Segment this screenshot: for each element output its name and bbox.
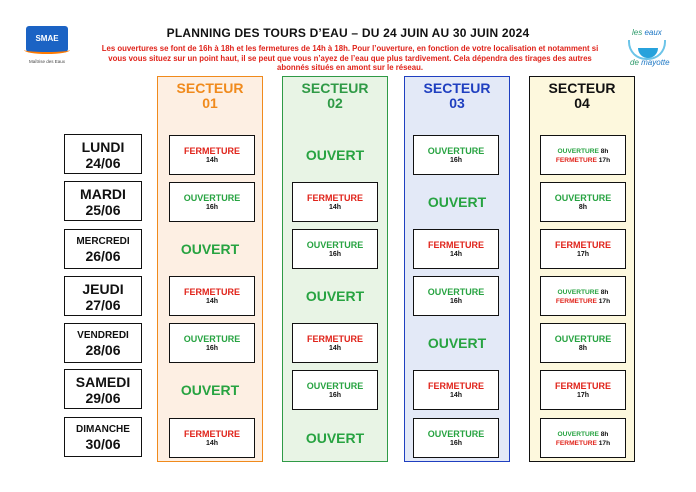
schedule-cell-mercredi-s2 <box>292 229 378 269</box>
status-fermeture-line <box>541 156 625 165</box>
day-mardi <box>64 181 142 221</box>
status-fermeture-line <box>541 439 625 448</box>
status-hour: 17h <box>576 251 590 258</box>
status-ouverture: OUVERTURE <box>554 193 612 203</box>
status-ouverture-line <box>541 430 625 439</box>
status-ouvert-vendredi-s3: OUVERT <box>427 335 487 351</box>
logo-de: de <box>630 58 642 67</box>
day-date: 24/06 <box>85 155 121 171</box>
status-hour: 14h <box>449 392 463 399</box>
day-date: 25/06 <box>85 202 121 218</box>
logo-line-2 <box>630 58 670 67</box>
status-hour: 17h <box>576 392 590 399</box>
status-ouvert-mercredi-s1: OUVERT <box>180 241 240 257</box>
smae-logo-subtitle: Maîtrise des Eaux <box>28 59 65 64</box>
schedule-cell-samedi-s2 <box>292 370 378 410</box>
day-vendredi <box>64 323 142 363</box>
sector-04-label: SECTEUR <box>548 80 616 96</box>
day-name: DIMANCHE <box>76 424 130 435</box>
status-ouvert-lundi-s2: OUVERT <box>305 147 365 163</box>
schedule-cell-mercredi-s3 <box>413 229 499 269</box>
status-fermeture: FERMETURE <box>555 381 611 391</box>
status-hour: 16h <box>449 157 463 164</box>
status-fermeture: FERMETURE <box>307 334 363 344</box>
day-date: 28/06 <box>85 342 121 358</box>
day-date: 29/06 <box>85 390 121 406</box>
day-date: 30/06 <box>85 436 121 452</box>
logo-les: les <box>632 28 645 37</box>
status-hour: 8h <box>600 148 609 155</box>
day-lundi <box>64 134 142 174</box>
status-ouverture: OUVERTURE <box>427 429 485 439</box>
status-fermeture: FERMETURE <box>184 429 240 439</box>
status-hour: 16h <box>449 298 463 305</box>
schedule-cell-mardi-s2 <box>292 182 378 222</box>
status-ouvert-samedi-s1: OUVERT <box>180 382 240 398</box>
status-ouverture: OUVERTURE <box>557 289 599 296</box>
schedule-cell-mardi-s4 <box>540 182 626 222</box>
schedule-cell-jeudi-s4 <box>540 276 626 316</box>
status-ouverture: OUVERTURE <box>554 334 612 344</box>
schedule-cell-vendredi-s2 <box>292 323 378 363</box>
schedule-cell-samedi-s3 <box>413 370 499 410</box>
notice-text: Les ouvertures se font de 16h à 18h et les fermetures de 14h à 18h. Pour l’ouverture, en fonction de votre localisation et notamment si vous vous situez sur un point haut, il se peut que vous n’ayez de l’eau que plus tardivement. Cela dépendra des tirages des autres abonnés situés en amont sur le réseau. <box>101 44 599 73</box>
status-ouvert-mardi-s3: OUVERT <box>427 194 487 210</box>
status-ouverture: OUVERTURE <box>557 148 599 155</box>
schedule-cell-lundi-s3 <box>413 135 499 175</box>
sector-02-label: SECTEUR <box>301 80 369 96</box>
day-date: 26/06 <box>85 248 121 264</box>
status-ouverture: OUVERTURE <box>183 193 241 203</box>
status-ouverture: OUVERTURE <box>306 240 364 250</box>
status-hour: 14h <box>328 204 342 211</box>
status-fermeture: FERMETURE <box>184 146 240 156</box>
logo-eaux: eaux <box>644 28 662 37</box>
status-ouvert-jeudi-s2: OUVERT <box>305 288 365 304</box>
status-hour: 16h <box>328 392 342 399</box>
schedule-cell-jeudi-s1 <box>169 276 255 316</box>
status-hour: 14h <box>205 298 219 305</box>
status-hour: 14h <box>205 440 219 447</box>
page-title: PLANNING DES TOURS D’EAU – DU 24 JUIN AU 30 JUIN 2024 <box>166 26 530 40</box>
status-ouverture-line <box>541 147 625 156</box>
schedule-cell-mardi-s1 <box>169 182 255 222</box>
status-hour: 16h <box>205 204 219 211</box>
sector-01-number: 01 <box>202 95 218 111</box>
schedule-cell-dimanche-s3 <box>413 418 499 458</box>
status-hour: 16h <box>205 345 219 352</box>
status-ouverture: OUVERTURE <box>427 146 485 156</box>
schedule-cell-lundi-s4 <box>540 135 626 175</box>
status-ouverture: OUVERTURE <box>306 381 364 391</box>
day-mercredi <box>64 229 142 269</box>
day-name: MARDI <box>80 186 126 202</box>
schedule-cell-dimanche-s1 <box>169 418 255 458</box>
status-fermeture: FERMETURE <box>428 381 484 391</box>
schedule-cell-samedi-s4 <box>540 370 626 410</box>
schedule-cell-jeudi-s3 <box>413 276 499 316</box>
status-fermeture-line <box>541 297 625 306</box>
eaux-de-mayotte-logo <box>624 26 672 74</box>
status-hour: 8h <box>578 345 588 352</box>
status-hour: 17h <box>598 157 611 164</box>
schedule-cell-vendredi-s4 <box>540 323 626 363</box>
day-date: 27/06 <box>85 297 121 313</box>
sector-01-label: SECTEUR <box>176 80 244 96</box>
status-fermeture: FERMETURE <box>555 240 611 250</box>
status-fermeture: FERMETURE <box>555 440 597 447</box>
status-fermeture: FERMETURE <box>555 298 597 305</box>
status-hour: 14h <box>449 251 463 258</box>
schedule-cell-vendredi-s1 <box>169 323 255 363</box>
schedule-cell-mercredi-s4 <box>540 229 626 269</box>
schedule-cell-dimanche-s4 <box>540 418 626 458</box>
status-hour: 8h <box>600 431 609 438</box>
sector-01-column <box>157 76 263 462</box>
status-fermeture: FERMETURE <box>307 193 363 203</box>
schedule-cell-lundi-s1 <box>169 135 255 175</box>
status-hour: 14h <box>328 345 342 352</box>
status-ouverture: OUVERTURE <box>427 287 485 297</box>
sector-02-number: 02 <box>327 95 343 111</box>
status-hour: 8h <box>578 204 588 211</box>
status-ouverture: OUVERTURE <box>183 334 241 344</box>
sector-03-number: 03 <box>449 95 465 111</box>
status-hour: 14h <box>205 157 219 164</box>
status-hour: 17h <box>598 440 611 447</box>
status-fermeture: FERMETURE <box>555 157 597 164</box>
day-samedi <box>64 369 142 409</box>
status-hour: 16h <box>328 251 342 258</box>
day-name: MERCREDI <box>76 236 130 247</box>
day-name: SAMEDI <box>75 374 131 390</box>
status-hour: 16h <box>449 440 463 447</box>
smae-logo-mark: SMAE <box>26 26 68 52</box>
sector-04-number: 04 <box>574 95 590 111</box>
day-name: LUNDI <box>81 139 125 155</box>
sector-03-label: SECTEUR <box>423 80 491 96</box>
logo-line-1 <box>632 28 662 37</box>
status-ouverture: OUVERTURE <box>557 431 599 438</box>
day-name: JEUDI <box>82 281 124 297</box>
status-ouverture-line <box>541 288 625 297</box>
status-ouvert-dimanche-s2: OUVERT <box>305 430 365 446</box>
day-name: VENDREDI <box>77 330 129 341</box>
status-hour: 17h <box>598 298 611 305</box>
day-jeudi <box>64 276 142 316</box>
status-fermeture: FERMETURE <box>428 240 484 250</box>
status-hour: 8h <box>600 289 609 296</box>
logo-mayotte: mayotte <box>641 58 670 67</box>
status-fermeture: FERMETURE <box>184 287 240 297</box>
day-dimanche <box>64 417 142 457</box>
